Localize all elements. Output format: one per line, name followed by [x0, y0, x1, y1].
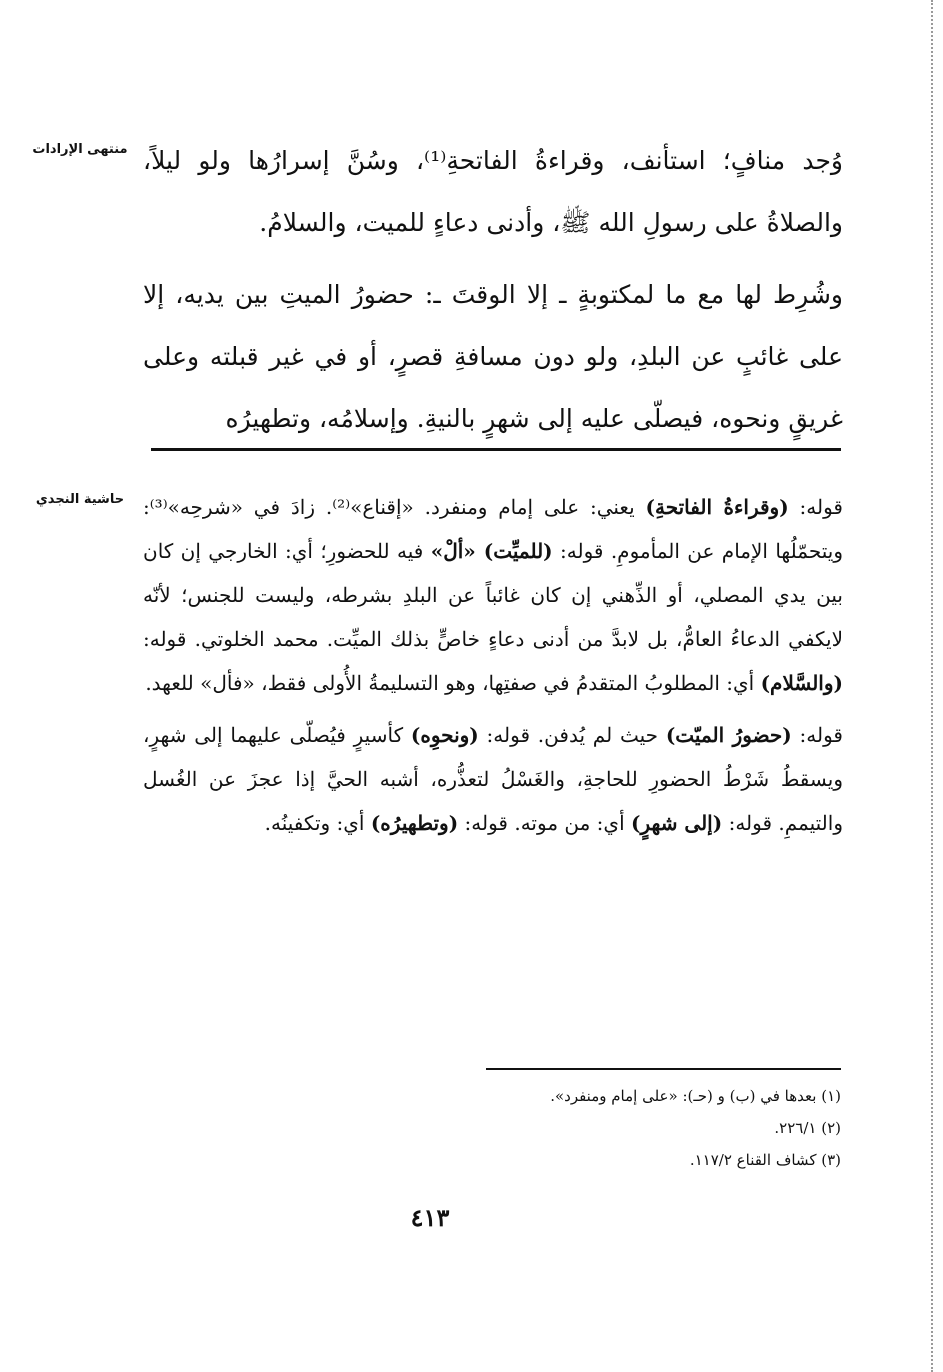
footnotes — [141, 1080, 841, 1176]
matn-source-label: منتهى الإرادات — [32, 142, 128, 157]
footnote: (١) بعدها في (ب) و (حـ): «على إمام ومنفرد». — [550, 1087, 841, 1105]
matn-hashiya-separator — [151, 448, 841, 451]
hashiya-paragraph: قوله: (وقراءةُ الفاتحةِ) يعني: على إمام ومنفرد. «إقناع»⁽²⁾. زادَ في «شرحِه»⁽³⁾: ويتحمّلُها الإمام عن المأمومِ. قوله: (للميِّت) «ألْ» فيه للحضورِ؛ أي: الخارجي إن كان بين يدي المصلي، أو الذِّهني إن كان غائباً عن البلدِ بشرطه، وليست للجنس؛ لأنّه لايكفي الدعاءُ العامُّ، بل لابدَّ من أدنى دعاءٍ خاصٍّ بذلك الميِّت. محمد الخلوتي. قوله: (والسَّلام) أي: المطلوبُ المتقدمُ في صفتِها، وهو التسليمةُ الأُولى فقط، «فأل» للعهد. — [143, 495, 843, 695]
page-number: ٤١٣ — [410, 1203, 450, 1232]
hashiya-source-label: حاشية النجدي — [35, 492, 125, 507]
hashiya-text-block — [143, 485, 843, 845]
matn-paragraph: وشُرِط لها مع ما لمكتوبةٍ ـ إلا الوقتَ ـ: حضورُ الميتِ بين يديه، إلا على غائبٍ عن البلدِ، ولو دون مسافةِ قصرٍ، أو في غير قبلته وعلى غريقٍ ونحوه، فيصلّى عليه إلى شهرٍ بالنيةِ. وإسلامُه، وتطهيرُه — [143, 280, 843, 433]
footnote-separator — [486, 1068, 841, 1070]
matn-paragraph: وُجد منافٍ؛ استأنف، وقراءةُ الفاتحةِ⁽¹⁾، وسُنَّ إسرارُها ولو ليلاً، والصلاةُ على رسولِ الله ﷺ، وأدنى دعاءٍ للميت، والسلامُ. — [143, 146, 843, 237]
page-edge-dotted-line — [931, 0, 933, 1372]
matn-text-block — [143, 130, 843, 450]
hashiya-paragraph: قوله: (حضورُ الميّت) حيث لم يُدفن. قوله: (ونحوِه) كأسيرٍ فيُصلّى عليهما إلى شهرٍ، ويسقطُ شَرْطُ الحضورِ للحاجةِ، والغَسْلُ لتعذُّره، أشبه الحيَّ إذا عجزَ عن الغُسل والتيممِ. قوله: (إلى شهرٍ) أي: من موته. قوله: (وتطهيرُه) أي: وتكفينُه. — [143, 723, 843, 835]
footnote: (٣) كشاف القناع ١١٧/٢. — [689, 1151, 841, 1169]
footnote: (٢) ٢٢٦/١. — [774, 1119, 841, 1137]
